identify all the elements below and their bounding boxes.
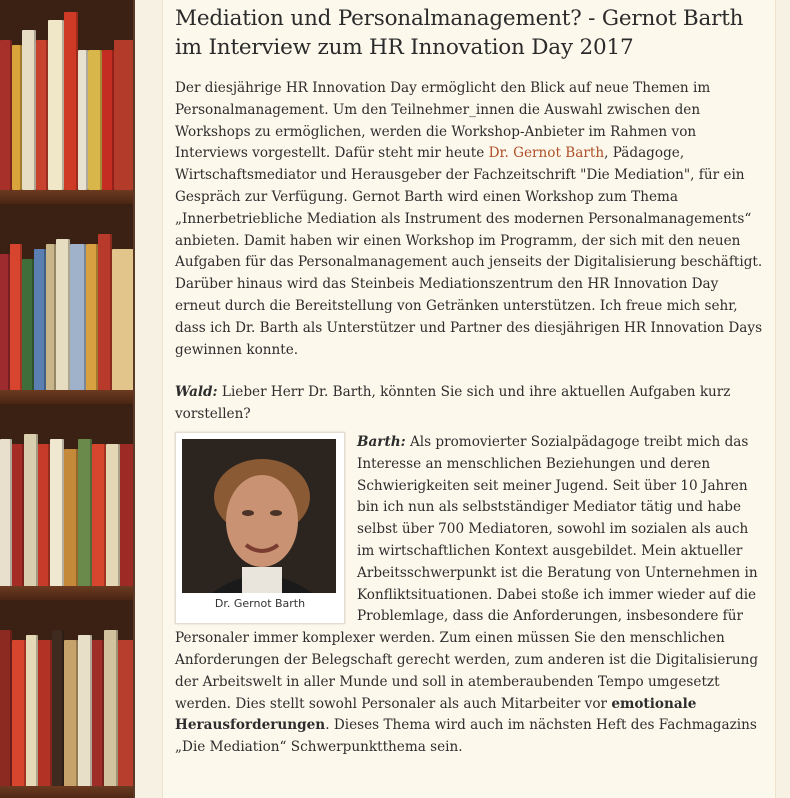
answer-speaker: Barth:	[357, 433, 406, 450]
question-speaker: Wald:	[175, 384, 218, 401]
portrait-photo	[182, 439, 336, 593]
photo-caption: Dr. Gernot Barth	[214, 596, 306, 610]
question-text: Lieber Herr Dr. Barth, könnten Sie sich und ihre aktuellen Aufgaben kurz vorstellen?	[175, 384, 731, 423]
answer-text-end: . Dieses Thema wird auch im nächsten Heft des Fachmagazins „Die Mediation“ Schwerpunktthema sein.	[175, 717, 757, 756]
article-title: Mediation und Personalmanagement? - Gernot Barth im Interview zum HR Innovation Day 2017	[175, 6, 744, 60]
gernot-barth-link[interactable]: Dr. Gernot Barth	[488, 145, 605, 162]
interview-question	[175, 382, 763, 426]
intro-paragraph	[175, 78, 763, 361]
article-container	[162, 0, 776, 798]
intro-text-start: Der diesjährige HR Innovation Day ermöglicht den Blick auf neue Themen im Personalmanagement. Um den Teilnehmer_innen die Auswahl zwischen den Workshops zu ermöglichen, werden die Workshop-Anbieter im Rahmen von Interviews vorgestellt. Dafür steht mir heute	[175, 80, 711, 162]
portrait-figure	[175, 432, 345, 624]
intro-text-end: , Pädagoge, Wirtschaftsmediator und Herausgeber der Fachzeitschrift "Die Mediation", für ein Gespräch zur Verfügung. Gernot Barth wird einen Workshop zum Thema „Innerbetriebliche Mediation als Instrument des modernen Personalmanagements“ anbieten. Damit haben wir einen Workshop im Programm, der sich mit den neuen Aufgaben für das Personalmanagement auch jenseits der Digitalisierung beschäftigt. Darüber hinaus wird das Steinbeis Mediationszentrum den HR Innovation Day erneut durch die Bereitstellung von Getränken unterstützen. Ich freue mich sehr, dass ich Dr. Barth als Unterstützer und Partner des diesjährigen HR Innovation Days gewinnen konnte.	[175, 145, 763, 358]
answer-bold-phrase: emotionale Herausforderungen	[175, 695, 697, 734]
bookshelf-decoration	[0, 0, 135, 798]
answer-text-start: Als promovierter Sozialpädagoge treibt mich das Interesse an menschlichen Beziehungen und deren Schwierigkeiten seit meiner Jugend. Seit über 10 Jahren bin ich nun als selbstständiger Mediator tätig und habe selbst über 700 Mediatoren, sowohl im sozialen als auch im wirtschaftlichen Kontext ausgebildet. Mein aktueller Arbeitsschwerpunkt ist die Beratung von Unternehmen in Konfliktsituationen. Dabei stoße ich immer wieder auf die Problemlage, dass die Anforderungen, insbesondere für Personaler immer komplexer werden. Zum einen müssen Sie den menschlichen Anforderungen der Belegschaft gerecht werden, zum anderen ist die Digitalisierung der Arbeitswelt in aller Munde und soll in atemberaubenden Tempo umgesetzt werden. Dies stellt sowohl Personaler als auch Mitarbeiter vor	[175, 433, 759, 712]
